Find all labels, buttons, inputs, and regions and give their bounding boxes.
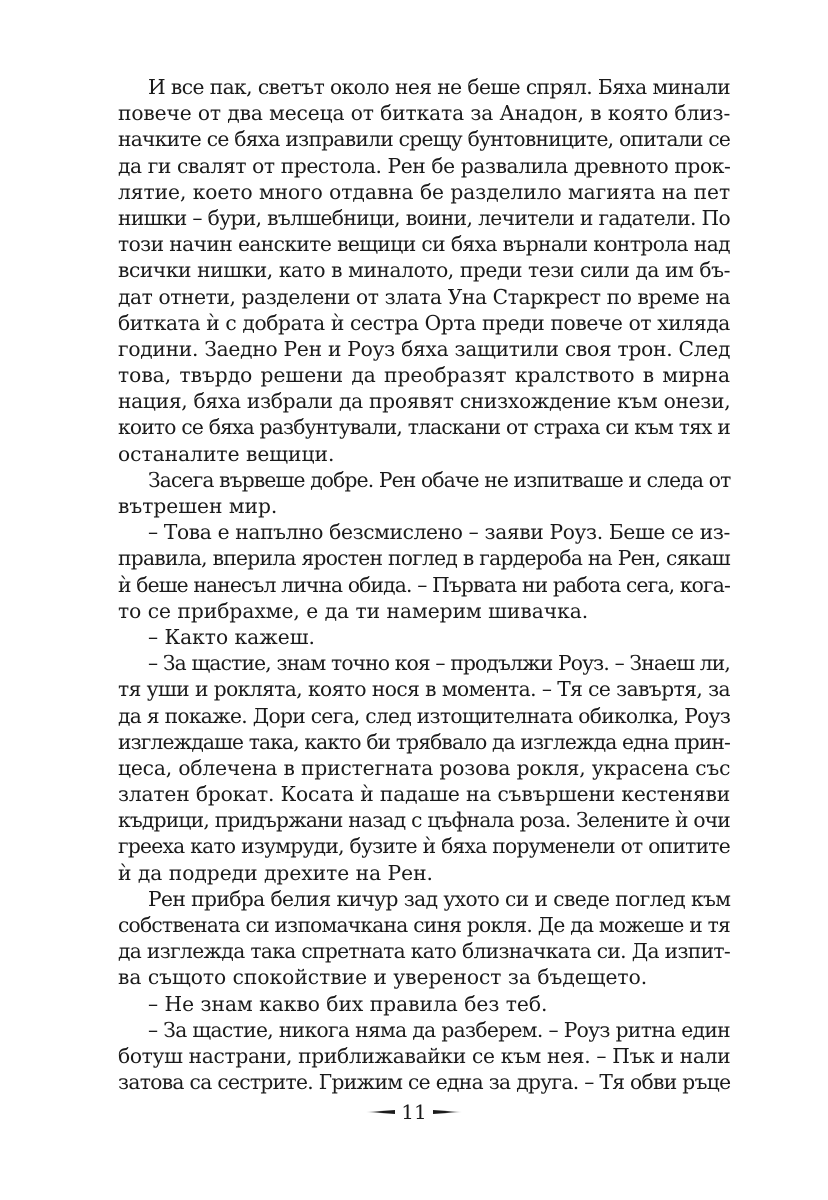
text-line: къдрици, придържани назад с цъфнала роза. Зелените ѝ очи [118, 808, 730, 833]
text-line: правила, вперила яростен поглед в гардероба на Рен, сякаш [118, 546, 730, 571]
text-line: собствената си изпомачкана синя рокля. Де да можеше и тя [118, 913, 730, 937]
text-line: лятие, което много отдавна бе разделило магията на пет [118, 179, 731, 204]
text-line: останалите вещици. [118, 441, 335, 466]
text-line: грееха като изумруди, бузите ѝ бяха поруменели от опитите [118, 834, 730, 859]
left-ornament-dash [365, 1110, 395, 1114]
text-line: изглеждаше така, както би трябвало да изглежда една прин- [118, 729, 731, 754]
text-line: години. Заедно Рен и Роуз бяха защитили своя трон. След [118, 336, 731, 361]
text-line: Засега вървеше добре. Рен обаче не изпитваше и следа от [148, 467, 731, 492]
text-line: този начин еанските вещици си бяха върнали контрола над [118, 232, 730, 257]
text-line: затова са сестрите. Грижим се една за друга. – Тя обви ръце [118, 1070, 731, 1095]
text-line: тя уши и роклята, която нося в момента. – Тя се завъртя, за [118, 677, 730, 702]
right-ornament-dash [433, 1110, 463, 1114]
text-line: начките се бяха изправили срещу бунтовниците, опитали се [118, 127, 731, 152]
text-line: ва същото спокойствие и увереност за бъдещето. [118, 965, 648, 990]
text-line: ѝ беше нанесъл лична обида. – Първата ни работа сега, кога- [118, 572, 731, 597]
text-line: – За щастие, знам точно коя – продължи Роуз. – Знаеш ли, [148, 651, 730, 676]
text-line: то се прибрахме, е да ти намерим шивачка. [118, 598, 589, 623]
text-line: битката ѝ с добрата ѝ сестра Орта преди повече от хиляда [118, 310, 730, 335]
text-line: – За щастие, никога няма да разберем. – Роуз ритна един [148, 1017, 730, 1042]
text-line: нишки – бури, вълшебници, воини, лечители и гадатели. По [118, 205, 731, 230]
text-line: И все пак, светът около нея не беше спрял. Бяха минали [148, 75, 730, 99]
text-line: това, твърдо решени да преобразят кралството в мирна [118, 363, 730, 388]
text-line: да я покаже. Дори сега, след изтощителната обиколка, Роуз [118, 703, 731, 728]
text-line: нация, бяха избрали да проявят снизхождение към онези, [118, 389, 731, 414]
page-number: 11 [401, 1100, 427, 1124]
text-line: златен брокат. Косата ѝ падаше на съвършени кестеняви [118, 782, 730, 807]
text-line: – Това е напълно безсмислено – заяви Роуз. Беше се из- [148, 520, 730, 545]
body-text [118, 74, 730, 1095]
text-line: дат отнети, разделени от злата Уна Старкрест по време на [118, 284, 731, 309]
text-line: повече от два месеца от битката за Анадон, в която близ- [118, 101, 731, 126]
text-line: – Не знам какво бих правила без теб. [148, 991, 548, 1016]
text-line: вътрешен мир. [118, 494, 278, 518]
page-number-footer [0, 1100, 828, 1124]
text-line: – Както кажеш. [148, 624, 315, 649]
text-line: всички нишки, като в миналото, преди тези сили да им бъ- [118, 258, 730, 283]
text-line: да изглежда така спретната като близначката си. Да изпит- [118, 939, 731, 964]
text-line: да ги свалят от престола. Рен бе развалила древното прок- [118, 153, 731, 178]
text-line: ѝ да подреди дрехите на Рен. [118, 860, 433, 885]
text-line: Рен прибра белия кичур зад ухото си и сведе поглед към [148, 886, 731, 911]
text-line: цеса, облечена в пристегната розова рокля, украсена със [118, 755, 731, 780]
text-line: които се бяха разбунтували, тласкани от страха си към тях и [118, 415, 730, 440]
text-line: ботуш настрани, приближавайки се към нея. – Пък и нали [118, 1043, 731, 1068]
